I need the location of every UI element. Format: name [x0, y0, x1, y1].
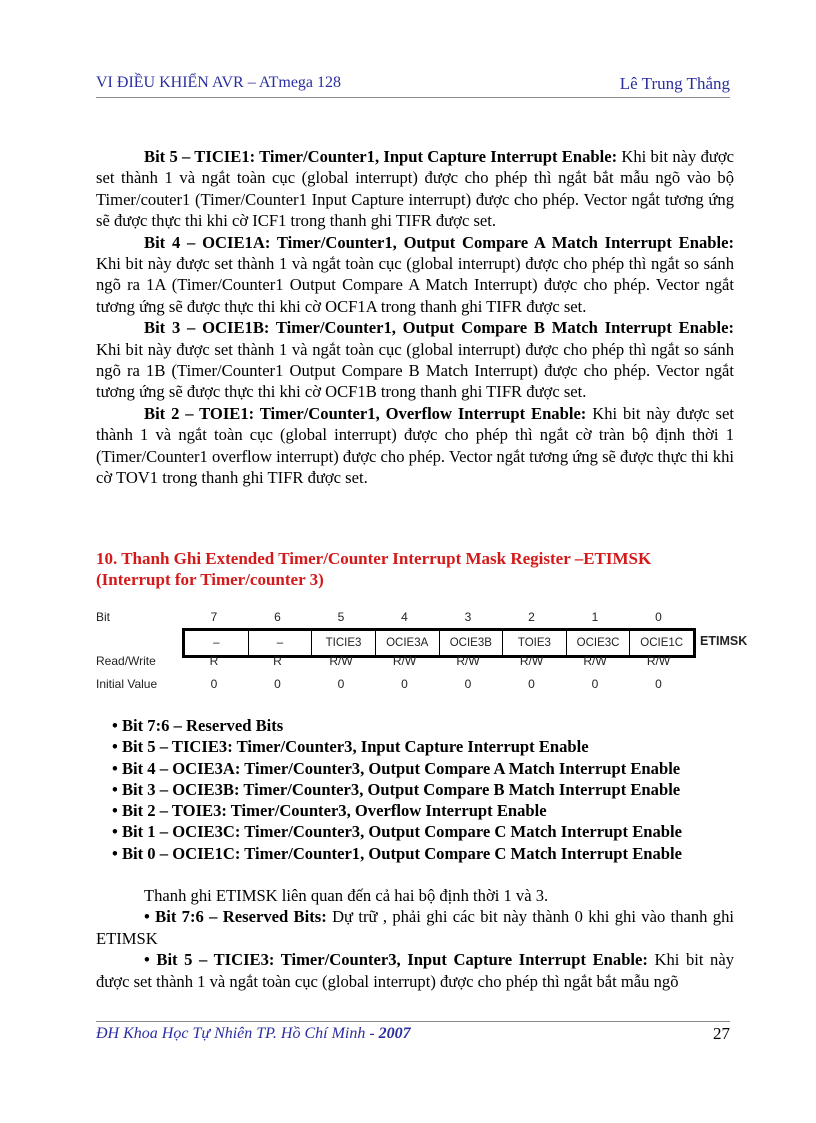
page-header-title: VI ĐIỀU KHIỂN AVR – ATmega 128 — [96, 74, 342, 91]
register-field: – — [213, 637, 220, 649]
register-bit-label: Bit — [96, 610, 111, 624]
paragraph-bit2-toie1 — [96, 403, 734, 489]
register-init: 0 — [274, 677, 281, 691]
register-rw: R/W — [329, 654, 353, 668]
footer-divider — [96, 1021, 730, 1022]
register-rw: R/W — [456, 654, 480, 668]
body-text — [96, 146, 734, 489]
register-init: 0 — [528, 677, 535, 691]
paragraph-bit5-ticie3 — [96, 949, 734, 992]
paragraph-reserved-bits — [96, 906, 734, 949]
register-init-label: Initial Value — [96, 677, 158, 691]
footer-institution-text: ĐH Khoa Học Tự Nhiên TP. Hồ Chí Minh - — [96, 1025, 379, 1042]
footer-institution — [96, 1025, 411, 1043]
header-divider — [96, 97, 730, 98]
footer-year: 2007 — [378, 1025, 411, 1042]
section-title — [96, 548, 736, 590]
paragraph-body: Khi bit này được set thành 1 và ngắt toàn cục (global interrupt) được cho phép thì ngắt so sánh ngõ ra 1B (Timer/Counter1 Output Compare B Match Interrupt) được cho phép. Vector ngắt tương ứng sẽ được thực thi khi cờ OCF1B trong thanh ghi TIFR được set. — [96, 339, 734, 402]
section-title-line1: 10. Thanh Ghi Extended Timer/Counter Interrupt Mask Register –ETIMSK — [96, 549, 652, 568]
etimsk-description — [96, 885, 734, 992]
register-diagram — [96, 606, 756, 696]
paragraph-body: Khi bit này được set thành 1 và ngắt toàn cục (global interrupt) được cho phép thì ngắt bắt mẫu ngõ — [96, 950, 734, 991]
register-field: OCIE1C — [629, 631, 693, 655]
list-item: • Bit 0 – OCIE1C: Timer/Counter1, Output Compare C Match Interrupt Enable — [112, 843, 682, 863]
register-init: 0 — [464, 677, 472, 691]
paragraph-body: Khi bit này được set thành 1 và ngắt toàn cục (global interrupt) được cho phép thì ngắt cờ tràn bộ định thời 1 (Timer/Counter1 overflow interrupt) được cho phép. Vector ngắt tương ứng sẽ được thực thi khi cờ TOV1 trong thanh ghi TIFR được set. — [96, 403, 734, 488]
register-init: 0 — [210, 677, 218, 691]
register-bit-number: 5 — [337, 610, 345, 624]
list-item: • Bit 1 – OCIE3C: Timer/Counter3, Output Compare C Match Interrupt Enable — [112, 822, 682, 842]
list-item: • Bit 3 – OCIE3B: Timer/Counter3, Output Compare B Match Interrupt Enable — [112, 779, 681, 799]
register-init: 0 — [401, 677, 408, 691]
register-bit-number: 0 — [655, 610, 662, 624]
register-rw: R — [209, 654, 219, 668]
register-rw: R/W — [583, 654, 607, 668]
register-bit-number: 1 — [591, 610, 599, 624]
register-rw: R — [273, 654, 282, 668]
page-number: 27 — [713, 1024, 730, 1043]
register-init: 0 — [655, 677, 662, 691]
register-name: ETIMSK — [700, 634, 748, 648]
register-field: OCIE3B — [439, 631, 503, 655]
list-item: • Bit 4 – OCIE3A: Timer/Counter3, Output Compare A Match Interrupt Enable — [112, 758, 681, 778]
register-field: TOIE3 — [502, 631, 566, 655]
paragraph-heading: Bit 4 – OCIE1A: Timer/Counter1, Output Compare A Match Interrupt Enable: — [144, 232, 734, 252]
paragraph-heading: Bit 2 – TOIE1: Timer/Counter1, Overflow Interrupt Enable: — [144, 403, 587, 423]
register-bit-number: 2 — [528, 610, 535, 624]
paragraph-body: Dự trữ , phải ghi các bit này thành 0 khi ghi vào thanh ghi ETIMSK — [96, 907, 734, 948]
list-item: • Bit 5 – TICIE3: Timer/Counter3, Input Capture Interrupt Enable — [112, 737, 589, 757]
list-item: • Bit 7:6 – Reserved Bits — [112, 716, 284, 735]
register-init: 0 — [591, 677, 599, 691]
paragraph-bit4-ocie1a — [96, 232, 734, 318]
paragraph-body: Khi bit này được set thành 1 và ngắt toàn cục (global interrupt) được cho phép thì ngắt bắt mẫu ngõ vào bộ Timer/couter1 (Timer/Counter1 Input Capture interrupt) được cho phép. Vector ngắt tương ứng sẽ được thực thi khi cờ ICF1 trong thanh ghi TIFR được set. — [96, 147, 734, 231]
register-bit-number: 6 — [274, 610, 281, 624]
paragraph-heading: • Bit 7:6 – Reserved Bits: — [144, 907, 327, 927]
register-init: 0 — [337, 677, 345, 691]
page-header-author: Lê Trung Thắng — [619, 74, 730, 93]
paragraph-body: Khi bit này được set thành 1 và ngắt toàn cục (global interrupt) được cho phép thì ngắt so sánh ngõ ra 1A (Timer/Counter1 Output Compare A Match Interrupt) được cho phép. Vector ngắt tương ứng sẽ được thực thi khi cờ OCF1A trong thanh ghi TIFR được set. — [96, 254, 734, 316]
register-rw: R/W — [392, 654, 417, 668]
register-field: OCIE3A — [375, 631, 439, 655]
register-bit-number: 4 — [401, 610, 408, 624]
section-title-line2: (Interrupt for Timer/counter 3) — [96, 570, 324, 589]
paragraph-heading: • Bit 5 – TICIE3: Timer/Counter3, Input Capture Interrupt Enable: — [144, 950, 648, 970]
paragraph-bit5-ticie1 — [96, 146, 734, 232]
paragraph-bit3-ocie1b — [96, 317, 734, 403]
paragraph-heading: Bit 3 – OCIE1B: Timer/Counter1, Output Compare B Match Interrupt Enable: — [144, 318, 734, 338]
bit-list — [112, 715, 682, 864]
register-bit-number: 7 — [210, 610, 218, 624]
register-rw-label: Read/Write — [96, 654, 156, 668]
register-field: – — [248, 631, 312, 655]
register-rw: R/W — [519, 654, 544, 668]
paragraph-heading: Bit 5 – TICIE1: Timer/Counter1, Input Capture Interrupt Enable: — [144, 147, 618, 166]
register-field: TICIE3 — [311, 631, 375, 655]
paragraph-intro: Thanh ghi ETIMSK liên quan đến cả hai bộ định thời 1 và 3. — [144, 886, 549, 905]
register-bit-number: 3 — [464, 610, 472, 624]
list-item: • Bit 2 – TOIE3: Timer/Counter3, Overflow Interrupt Enable — [112, 801, 547, 821]
register-rw: R/W — [646, 654, 671, 668]
register-field: OCIE3C — [566, 631, 630, 655]
